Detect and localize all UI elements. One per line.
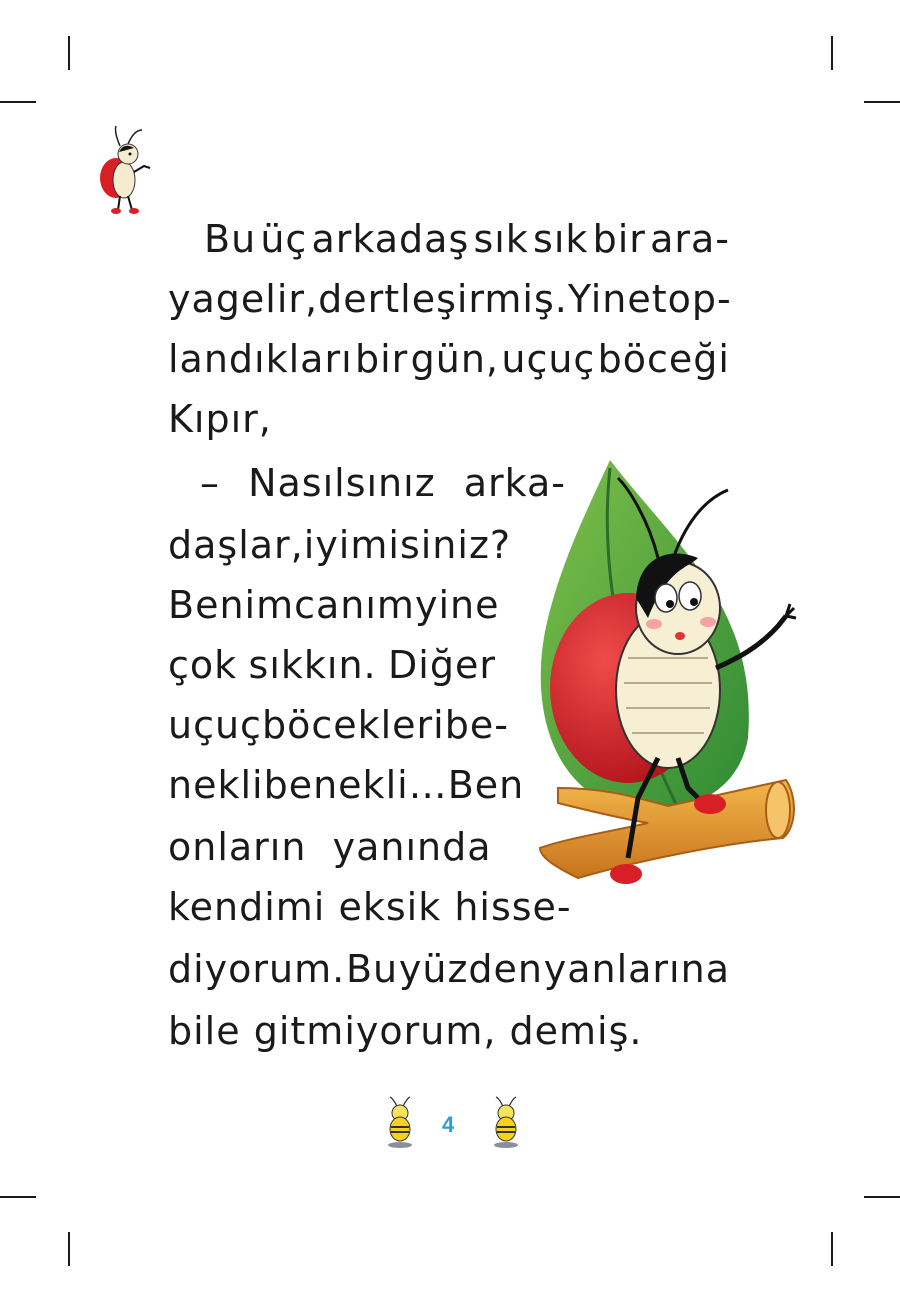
crop-mark: [0, 1196, 36, 1198]
ladybug-illustration: [528, 458, 800, 928]
text-line: Benim canım yine: [168, 583, 500, 627]
text-line: daşlar, iyi misiniz?: [168, 523, 512, 567]
bee-icon: [486, 1095, 526, 1149]
bee-icon: [380, 1095, 420, 1149]
crop-mark: [68, 1232, 70, 1266]
crop-mark: [831, 1232, 833, 1266]
text-line: çok sıkkın. Diğer: [168, 643, 496, 687]
text-line: bile gitmiyorum, demiş.: [168, 1009, 643, 1053]
page-number: 4: [442, 1112, 455, 1137]
crop-mark: [831, 36, 833, 70]
text-line: onların yanında: [168, 825, 492, 869]
text-line: Bu üç arkadaş sık sık bir ara-: [204, 217, 730, 261]
text-line: Kıpır,: [168, 397, 272, 441]
crop-mark: [68, 36, 70, 70]
text-line: nekli benekli… Ben: [168, 763, 525, 807]
text-line: diyorum. Bu yüzden yanlarına: [168, 947, 730, 991]
text-line: kendimi eksik hisse-: [168, 885, 572, 929]
text-line: uçuç böcekleri be-: [168, 703, 509, 747]
text-line: ya gelir, dertleşirmiş. Yine top-: [168, 277, 732, 321]
text-line: landıkları bir gün, uçuç böceği: [168, 337, 730, 381]
crop-mark: [864, 101, 900, 103]
ladybug-icon: [92, 122, 158, 216]
text-line: – Nasılsınız arka-: [200, 461, 566, 505]
crop-mark: [0, 101, 36, 103]
crop-mark: [864, 1196, 900, 1198]
